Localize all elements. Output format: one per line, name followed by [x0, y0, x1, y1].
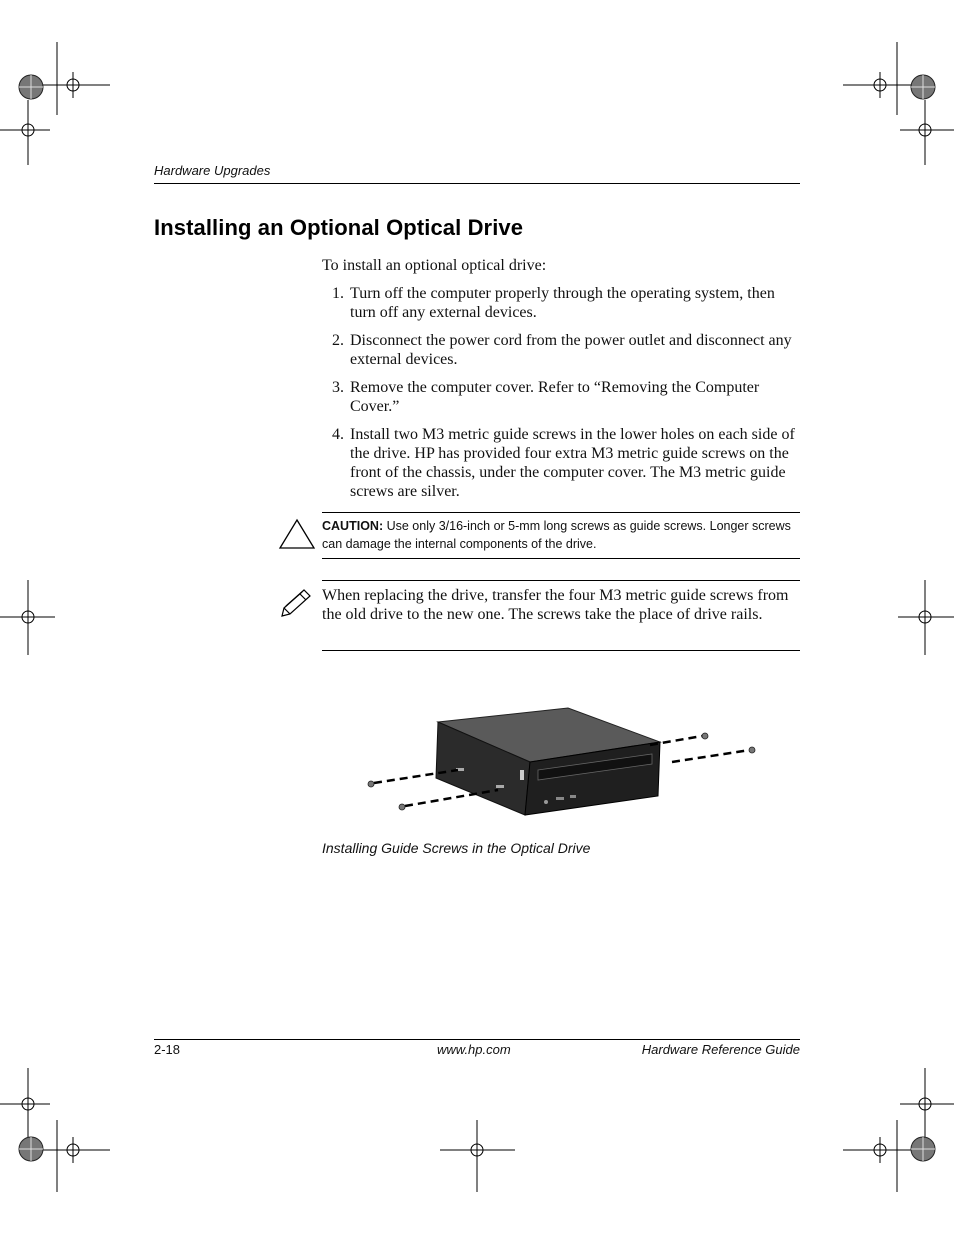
- step-text: Turn off the computer properly through the operating system, then turn off any external devices.: [350, 285, 775, 321]
- caution-bottom-rule: [322, 558, 800, 559]
- footer-url: www.hp.com: [437, 1042, 511, 1057]
- running-head: Hardware Upgrades: [154, 163, 271, 178]
- step-item: [322, 331, 800, 369]
- caution-top-rule: [322, 512, 800, 513]
- intro-text: To install an optional optical drive:: [322, 257, 547, 274]
- step-item: [322, 284, 800, 322]
- step-number: 3.: [332, 379, 344, 396]
- steps-list: [322, 284, 800, 510]
- footer-rule: [154, 1039, 800, 1040]
- note-top-rule: [322, 580, 800, 581]
- caution-label: CAUTION:: [322, 519, 384, 533]
- pencil-note-icon: [278, 586, 314, 618]
- caution-block: [322, 517, 800, 553]
- step-text: Remove the computer cover. Refer to “Removing the Computer Cover.”: [350, 379, 760, 415]
- caution-triangle-icon: [278, 518, 316, 550]
- step-item: [322, 425, 800, 501]
- caution-text: Use only 3/16-inch or 5-mm long screws as guide screws. Longer screws can damage the internal components of the drive.: [322, 519, 791, 551]
- guide-title: Hardware Reference Guide: [641, 1042, 800, 1057]
- optical-drive-illustration: [360, 700, 760, 820]
- step-number: 2.: [332, 332, 344, 349]
- step-text: Install two M3 metric guide screws in the lower holes on each side of the drive. HP has provided four extra M3 metric guide screws on the front of the chassis, under the computer cover. The M3 metric guide screws are silver.: [350, 426, 795, 500]
- figure-caption: Installing Guide Screws in the Optical Drive: [322, 840, 591, 856]
- note-text: When replacing the drive, transfer the four M3 metric guide screws from the old drive to the new one. The screws take the place of drive rails.: [322, 587, 789, 623]
- section-title: Installing an Optional Optical Drive: [154, 215, 524, 240]
- step-item: [322, 378, 800, 416]
- header-rule: [154, 183, 800, 184]
- step-number: 4.: [332, 426, 344, 443]
- note-bottom-rule: [322, 650, 800, 651]
- step-text: Disconnect the power cord from the power outlet and disconnect any external devices.: [350, 332, 792, 368]
- step-number: 1.: [332, 285, 344, 302]
- page-number: 2-18: [154, 1042, 181, 1057]
